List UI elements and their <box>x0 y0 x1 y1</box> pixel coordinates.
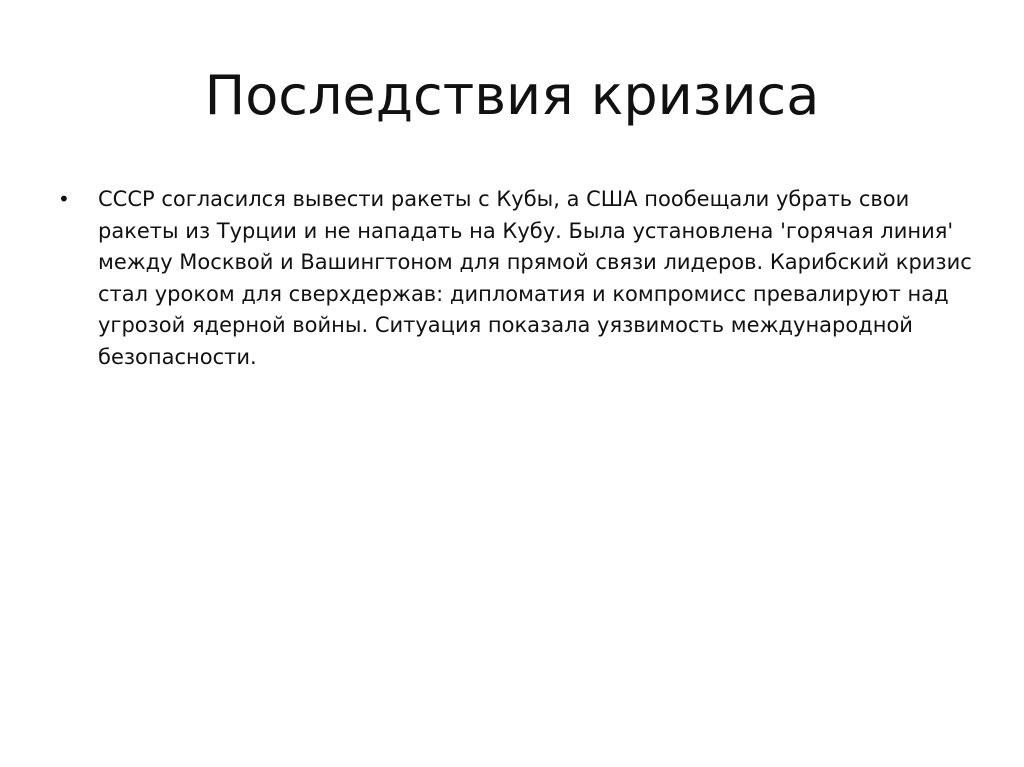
bullet-list <box>58 184 978 373</box>
bullet-marker: • <box>58 187 70 211</box>
list-item <box>58 184 978 373</box>
bullet-text: СССР согласился вывести ракеты с Кубы, а США пообещали убрать свои ракеты из Турции и не нападать на Кубу. Была установлена 'горячая линия' между Москвой и Вашингтоном для прямой связи лидеров. Карибский кризис стал уроком для сверхдержав: дипломатия и компромисс превалируют над угрозой ядерной войны. Ситуация показала уязвимость международной безопасности. <box>98 187 972 369</box>
slide-title: Последствия кризиса <box>204 64 820 127</box>
